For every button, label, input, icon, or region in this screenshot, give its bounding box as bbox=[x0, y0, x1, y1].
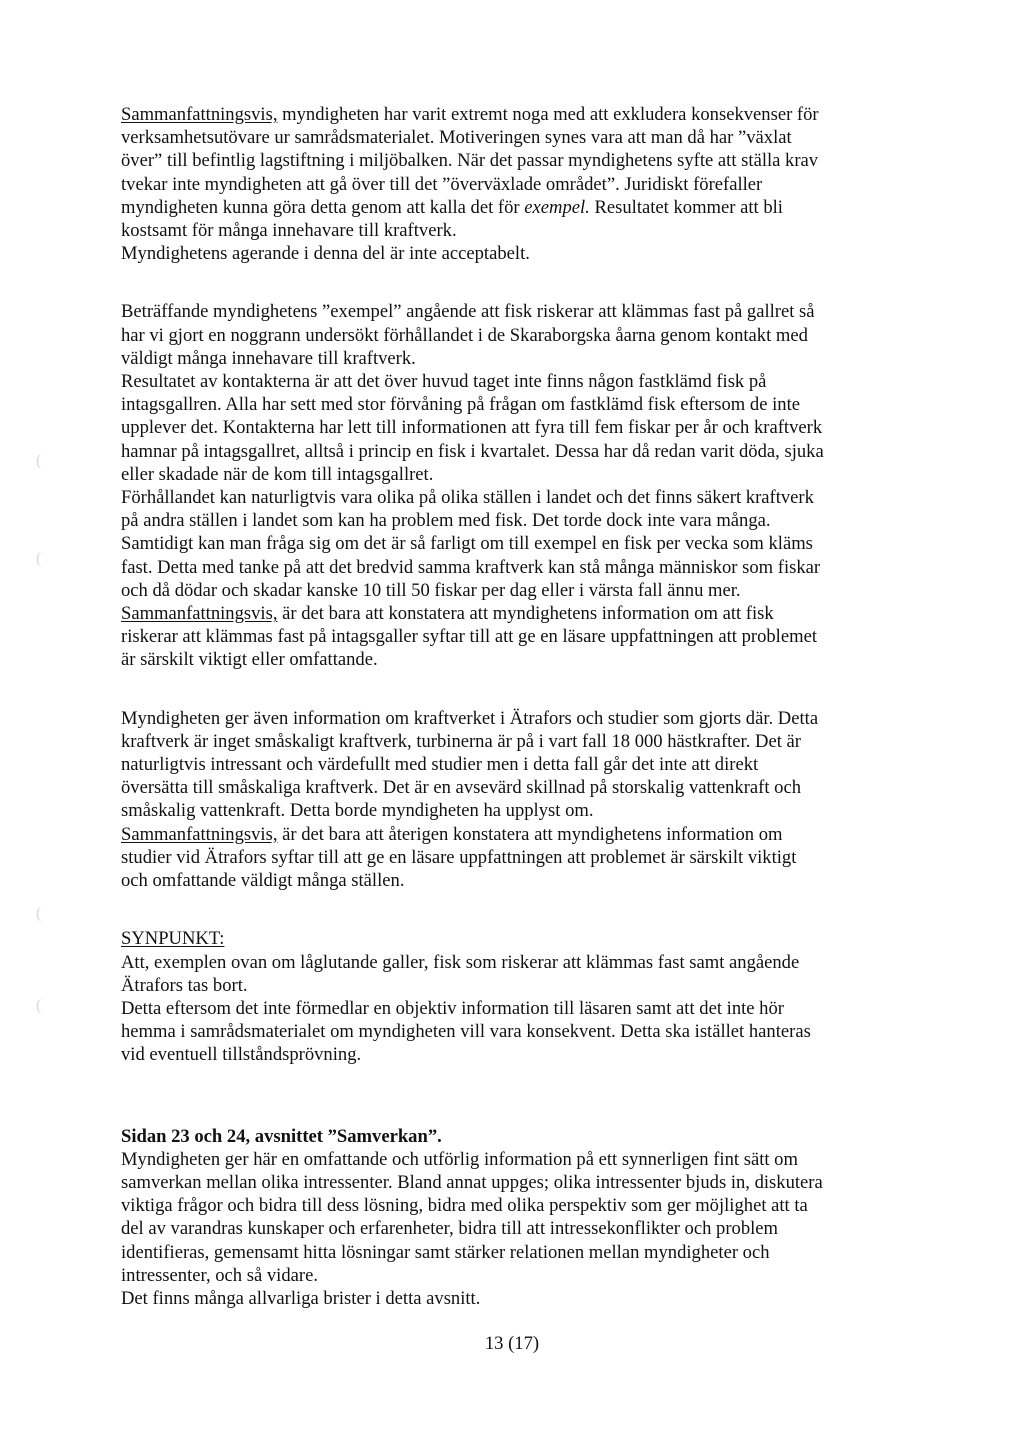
paragraph-synpunkt: SYNPUNKT: Att, exemplen ovan om låglutande galler, fisk som riskerar att klämmas fast samt angående Ätrafors tas bort. Detta eftersom det inte förmedlar en objektiv information till läsaren samt att det inte hör hemma i samrådsmaterialet om myndigheten vill vara konsekvent. Detta ska istället hanteras vid eventuell tillståndsprövning. bbox=[121, 927, 891, 1066]
paragraph-fish-grates: Beträffande myndighetens ”exempel” angående att fisk riskerar att klämmas fast på gallret så har vi gjort en noggrann undersökt förhållandet i de Skaraborgska åarna genom kontakt med väldigt många innehavare till kraftverk. Resultatet av kontakterna är att det över huvud taget inte finns någon fastklämd fisk på intagsgallren. Alla har sett med stor förvåning på frågan om fastklämd fisk eftersom de inte upplever det. Kontakterna har lett till informationen att fyra till fem fiskar per år och kraftverk hamnar på intagsgallret, alltså i princip en fisk i kvartalet. Dessa har då redan varit döda, sjuka eller skadade när de kom till intagsgallret. Förhållandet kan naturligtvis vara olika på olika ställen i landet och det finns säkert kraftverk på andra ställen i landet som kan ha problem med fisk. Det torde dock inte vara många. Samtidigt kan man fråga sig om det är så farligt om till exempel en fisk per vecka som kläms fast. Detta med tanke på att det bredvid samma kraftverk kan stå många människor som fiskar och då dödar och skadar kanske 10 till 50 fiskar per dag eller i värsta fall ännu mer. Sammanfattningsvis, är det bara att konstatera att myndighetens information om att fisk riskerar att klämmas fast på intagsgaller syftar till att ge en läsare uppfattningen att problemet är särskilt viktigt eller omfattande. bbox=[121, 301, 824, 671]
paragraph-samverkan: Sidan 23 och 24, avsnittet ”Samverkan”. Myndigheten ger här en omfattande och utförlig information på ett synnerligen fint sätt om samverkan mellan olika intressenter. Bland annat uppges; olika intressenter bjuds in, diskutera viktiga frågor och bidra till dess lösning, bidra med olika perspektiv som ger möjlighet att ta del av varandras kunskaper och erfarenheter, bidra till att intressekonflikter och problem identifieras, gemensamt hitta lösningar samt stärker relationen mellan myndigheter och intressenter, och så vidare. Det finns många allvarliga brister i detta avsnitt. bbox=[121, 1125, 891, 1311]
synpunkt-heading: SYNPUNKT: bbox=[121, 928, 225, 950]
scan-margin-mark: ( bbox=[36, 550, 42, 567]
summary-label: Sammanfattningsvis, bbox=[121, 823, 278, 845]
summary-label: Sammanfattningsvis, bbox=[121, 603, 278, 625]
section-heading: Sidan 23 och 24, avsnittet ”Samverkan”. bbox=[121, 1125, 442, 1147]
scan-margin-mark: ( bbox=[36, 452, 42, 469]
page-number: 13 (17) bbox=[484, 1333, 540, 1354]
scan-margin-mark: ( bbox=[36, 905, 42, 922]
paragraph-summary-consequences: Sammanfattningsvis, myndigheten har varit extremt noga med att exkludera konsekvenser för verksamhetsutövare ur samrådsmaterialet. Motiveringen synes vara att man då har ”växlat över” till befintlig lagstiftning i miljöbalken. När det passar myndighetens syfte att ställa krav tvekar inte myndigheten att gå över till det ”överväxlade området”. Juridiskt förefaller myndigheten kunna göra detta genom att kalla det för exempel. Resultatet kommer att bli kostsamt för många innehavare till kraftverk. Myndighetens agerande i denna del är inte acceptabelt. bbox=[121, 104, 819, 265]
emphasis-exempel: exempel. bbox=[524, 196, 590, 218]
document-page bbox=[121, 103, 891, 1310]
paragraph-atrafors: Myndigheten ger även information om kraftverket i Ätrafors och studier som gjorts där. Detta kraftverk är inget småskaligt kraftverk, turbinerna är på i vart fall 18 000 hästkrafter. Det är naturligtvis intressant och värdefullt med studier men i detta fall går det inte att direkt översätta till småskaliga kraftverk. Det är en avsevärd skillnad på storskalig vattenkraft och småskalig vattenkraft. Detta borde myndigheten ha upplyst om. Sammanfattningsvis, är det bara att återigen konstatera att myndighetens information om studier vid Ätrafors syftar till att ge en läsare uppfattningen att problemet är särskilt viktigt och omfattande väldigt många ställen. bbox=[121, 707, 819, 892]
scan-margin-mark: ( bbox=[36, 997, 42, 1014]
summary-label: Sammanfattningsvis, bbox=[121, 104, 278, 125]
